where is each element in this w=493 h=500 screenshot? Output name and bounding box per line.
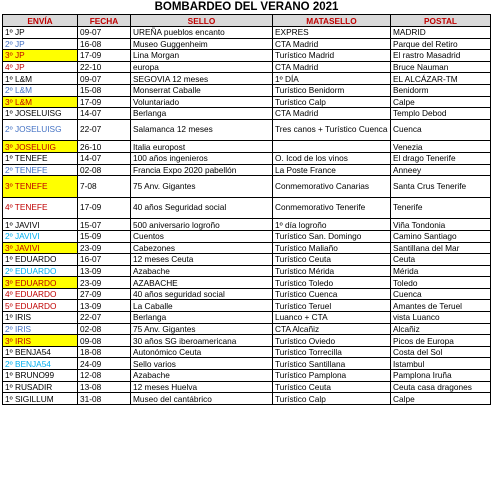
cell-postal: Venezia xyxy=(391,141,491,153)
cell-sello: Autonómico Ceuta xyxy=(131,346,273,358)
shipments-table xyxy=(2,14,491,405)
cell-sello: Azabache xyxy=(131,370,273,382)
table-row xyxy=(3,393,491,405)
cell-envia: 4º EDUARDO xyxy=(3,288,78,300)
cell-postal: Camino Santiago xyxy=(391,230,491,242)
cell-postal: Amantes de Teruel xyxy=(391,300,491,312)
cell-sello: AZABACHE xyxy=(131,277,273,289)
table-row xyxy=(3,219,491,231)
cell-fecha: 24-09 xyxy=(78,358,131,370)
cell-postal: Tenerife xyxy=(391,197,491,219)
cell-postal: Santillana del Mar xyxy=(391,242,491,254)
cell-postal: Cuenca xyxy=(391,288,491,300)
cell-sello: 12 meses Huelva xyxy=(131,381,273,393)
cell-matasello: Turístico Calp xyxy=(273,393,391,405)
table-row xyxy=(3,84,491,96)
cell-sello: Azabache xyxy=(131,265,273,277)
table-body xyxy=(3,27,491,405)
cell-matasello: CTA Madrid xyxy=(273,108,391,120)
cell-envia: 3º TENEFE xyxy=(3,176,78,198)
table-row xyxy=(3,312,491,324)
cell-matasello: Turístico Pamplona xyxy=(273,370,391,382)
cell-fecha: 23-09 xyxy=(78,242,131,254)
cell-matasello: Turístico Maliaño xyxy=(273,242,391,254)
cell-postal: Parque del Retiro xyxy=(391,38,491,50)
cell-envia: 5º EDUARDO xyxy=(3,300,78,312)
cell-envia: 1º EDUARDO xyxy=(3,254,78,266)
cell-sello: Berlanga xyxy=(131,108,273,120)
document-title: BOMBARDEO DEL VERANO 2021 xyxy=(154,1,339,13)
table-row xyxy=(3,50,491,62)
cell-fecha: 02-08 xyxy=(78,164,131,176)
cell-sello: UREÑA pueblos encanto xyxy=(131,27,273,39)
cell-envia: 1º JOSELUISG xyxy=(3,108,78,120)
cell-postal: Ceuta xyxy=(391,254,491,266)
cell-matasello: Luanco + CTA xyxy=(273,312,391,324)
cell-postal: Pamplona Iruña xyxy=(391,370,491,382)
table-row xyxy=(3,197,491,219)
cell-sello: Museo del cantábrico xyxy=(131,393,273,405)
cell-envia: 3º JOSELUIG xyxy=(3,141,78,153)
cell-fecha: 09-07 xyxy=(78,73,131,85)
cell-fecha: 13-09 xyxy=(78,265,131,277)
cell-matasello: CTA Madrid xyxy=(273,38,391,50)
cell-sello: Salamanca 12 meses xyxy=(131,119,273,141)
table-header-row xyxy=(3,15,491,27)
cell-postal: El rastro Masadrid xyxy=(391,50,491,62)
cell-matasello: Turístico Teruel xyxy=(273,300,391,312)
cell-postal: Alcañiz xyxy=(391,323,491,335)
header-fecha: FECHA xyxy=(78,15,131,27)
cell-matasello: EXPRES xyxy=(273,27,391,39)
cell-postal: MADRID xyxy=(391,27,491,39)
cell-matasello: Turístico Cuenca xyxy=(273,288,391,300)
table-row xyxy=(3,346,491,358)
cell-matasello: Tres canos + Turístico Cuenca xyxy=(273,119,391,141)
header-sello: SELLO xyxy=(131,15,273,27)
cell-fecha: 15-07 xyxy=(78,219,131,231)
cell-envia: 1º JAVIVI xyxy=(3,219,78,231)
cell-fecha: 14-07 xyxy=(78,152,131,164)
cell-postal: Anneey xyxy=(391,164,491,176)
cell-envia: 2º TENEFE xyxy=(3,164,78,176)
table-row xyxy=(3,176,491,198)
cell-envia: 3º JP xyxy=(3,50,78,62)
cell-envia: 2º BENJA54 xyxy=(3,358,78,370)
cell-sello: Voluntariado xyxy=(131,96,273,108)
cell-matasello: 1º DÍA xyxy=(273,73,391,85)
header-matasello: MATASELLO xyxy=(273,15,391,27)
cell-matasello: O. Icod de los vinos xyxy=(273,152,391,164)
table-row xyxy=(3,265,491,277)
table-row xyxy=(3,230,491,242)
table-row xyxy=(3,73,491,85)
cell-envia: 1º BENJA54 xyxy=(3,346,78,358)
cell-postal: vista Luanco xyxy=(391,312,491,324)
cell-sello: Cabezones xyxy=(131,242,273,254)
cell-envia: 2º EDUARDO xyxy=(3,265,78,277)
cell-envia: 1º TENEFE xyxy=(3,152,78,164)
header-envia: ENVÍA xyxy=(3,15,78,27)
cell-postal: Istambul xyxy=(391,358,491,370)
table-row xyxy=(3,381,491,393)
cell-envia: 3º L&M xyxy=(3,96,78,108)
cell-matasello: Turístico San. Domingo xyxy=(273,230,391,242)
cell-envia: 2º IRIS xyxy=(3,323,78,335)
cell-matasello: Conmemorativo Canarias xyxy=(273,176,391,198)
table-row xyxy=(3,61,491,73)
cell-sello: Berlanga xyxy=(131,312,273,324)
cell-matasello: CTA Alcañiz xyxy=(273,323,391,335)
cell-postal: Viña Tondonia xyxy=(391,219,491,231)
cell-fecha: 7-08 xyxy=(78,176,131,198)
cell-postal: Cuenca xyxy=(391,119,491,141)
cell-postal: Calpe xyxy=(391,393,491,405)
cell-postal: Picos de Europa xyxy=(391,335,491,347)
cell-envia: 2º JAVIVI xyxy=(3,230,78,242)
cell-fecha: 14-07 xyxy=(78,108,131,120)
cell-sello: SEGOVIA 12 meses xyxy=(131,73,273,85)
cell-fecha: 22-07 xyxy=(78,312,131,324)
cell-sello: Monserrat Caballe xyxy=(131,84,273,96)
table-row xyxy=(3,277,491,289)
cell-envia: 4º TENEFE xyxy=(3,197,78,219)
table-row xyxy=(3,152,491,164)
cell-sello: Francia Expo 2020 pabellón xyxy=(131,164,273,176)
cell-fecha: 02-08 xyxy=(78,323,131,335)
cell-fecha: 23-09 xyxy=(78,277,131,289)
cell-matasello: CTA Madrid xyxy=(273,61,391,73)
cell-matasello: Turístico Benidorm xyxy=(273,84,391,96)
cell-fecha: 16-08 xyxy=(78,38,131,50)
table-row xyxy=(3,254,491,266)
cell-envia: 1º BRUNO99 xyxy=(3,370,78,382)
cell-fecha: 13-08 xyxy=(78,381,131,393)
cell-envia: 3º EDUARDO xyxy=(3,277,78,289)
cell-postal: Santa Crus Tenerife xyxy=(391,176,491,198)
table-row xyxy=(3,300,491,312)
cell-envia: 1º IRIS xyxy=(3,312,78,324)
cell-fecha: 15-08 xyxy=(78,84,131,96)
cell-fecha: 12-08 xyxy=(78,370,131,382)
cell-envia: 1º JP xyxy=(3,27,78,39)
cell-fecha: 31-08 xyxy=(78,393,131,405)
cell-sello: 30 años SG iberoamericana xyxy=(131,335,273,347)
cell-matasello: Turístico Calp xyxy=(273,96,391,108)
cell-sello: La Caballe xyxy=(131,300,273,312)
cell-matasello: 1º día logroño xyxy=(273,219,391,231)
table-row xyxy=(3,370,491,382)
table-row xyxy=(3,242,491,254)
cell-fecha: 18-08 xyxy=(78,346,131,358)
cell-postal: Bruce Nauman xyxy=(391,61,491,73)
cell-sello: 75 Anv. Gigantes xyxy=(131,176,273,198)
cell-sello: 12 meses Ceuta xyxy=(131,254,273,266)
cell-fecha: 22-10 xyxy=(78,61,131,73)
cell-postal: El drago Tenerife xyxy=(391,152,491,164)
table-row xyxy=(3,108,491,120)
cell-sello: europa xyxy=(131,61,273,73)
table-row xyxy=(3,288,491,300)
cell-envia: 2º JOSELUISG xyxy=(3,119,78,141)
cell-fecha: 16-07 xyxy=(78,254,131,266)
header-postal: POSTAL xyxy=(391,15,491,27)
table-row xyxy=(3,164,491,176)
cell-postal: Benidorm xyxy=(391,84,491,96)
cell-fecha: 17-09 xyxy=(78,96,131,108)
cell-sello: 100 años ingenieros xyxy=(131,152,273,164)
cell-sello: Cuentos xyxy=(131,230,273,242)
cell-matasello: Turístico Madrid xyxy=(273,50,391,62)
cell-postal: Mérida xyxy=(391,265,491,277)
cell-postal: Templo Debod xyxy=(391,108,491,120)
cell-envia: 4º JP xyxy=(3,61,78,73)
table-row xyxy=(3,323,491,335)
cell-envia: 1º SIGILLUM xyxy=(3,393,78,405)
cell-matasello: Turístico Ceuta xyxy=(273,254,391,266)
cell-matasello: Turístico Oviedo xyxy=(273,335,391,347)
cell-fecha: 27-09 xyxy=(78,288,131,300)
table-row xyxy=(3,335,491,347)
table-row xyxy=(3,358,491,370)
cell-envia: 1º RUSADIR xyxy=(3,381,78,393)
cell-envia: 2º L&M xyxy=(3,84,78,96)
cell-matasello: Turístico Torrecilla xyxy=(273,346,391,358)
cell-postal: Toledo xyxy=(391,277,491,289)
cell-matasello: Turístico Santillana xyxy=(273,358,391,370)
cell-fecha: 09-08 xyxy=(78,335,131,347)
cell-envia: 2º JP xyxy=(3,38,78,50)
cell-sello: 40 años seguridad social xyxy=(131,288,273,300)
cell-sello: Museo Guggenheim xyxy=(131,38,273,50)
cell-postal: Costa del Sol xyxy=(391,346,491,358)
cell-sello: 500 aniversario logroño xyxy=(131,219,273,231)
cell-fecha: 15-09 xyxy=(78,230,131,242)
cell-envia: 3º JAVIVI xyxy=(3,242,78,254)
cell-matasello xyxy=(273,141,391,153)
cell-sello: 75 Anv. Gigantes xyxy=(131,323,273,335)
cell-envia: 1º L&M xyxy=(3,73,78,85)
table-row xyxy=(3,96,491,108)
cell-postal: Ceuta casa dragones xyxy=(391,381,491,393)
cell-sello: Sello varios xyxy=(131,358,273,370)
cell-postal: Calpe xyxy=(391,96,491,108)
table-row xyxy=(3,27,491,39)
cell-postal: EL ALCÁZAR-TM xyxy=(391,73,491,85)
cell-fecha: 26-10 xyxy=(78,141,131,153)
cell-fecha: 17-09 xyxy=(78,197,131,219)
cell-matasello: Turístico Mérida xyxy=(273,265,391,277)
cell-fecha: 09-07 xyxy=(78,27,131,39)
cell-fecha: 13-09 xyxy=(78,300,131,312)
table-row xyxy=(3,38,491,50)
cell-envia: 3º IRIS xyxy=(3,335,78,347)
cell-sello: Lina Morgan xyxy=(131,50,273,62)
cell-sello: 40 años Seguridad social xyxy=(131,197,273,219)
cell-fecha: 17-09 xyxy=(78,50,131,62)
cell-fecha: 22-07 xyxy=(78,119,131,141)
cell-sello: Italia europost xyxy=(131,141,273,153)
cell-matasello: La Poste France xyxy=(273,164,391,176)
cell-matasello: Turístico Toledo xyxy=(273,277,391,289)
table-row xyxy=(3,141,491,153)
table-row xyxy=(3,119,491,141)
cell-matasello: Turístico Ceuta xyxy=(273,381,391,393)
cell-matasello: Conmemorativo Tenerife xyxy=(273,197,391,219)
